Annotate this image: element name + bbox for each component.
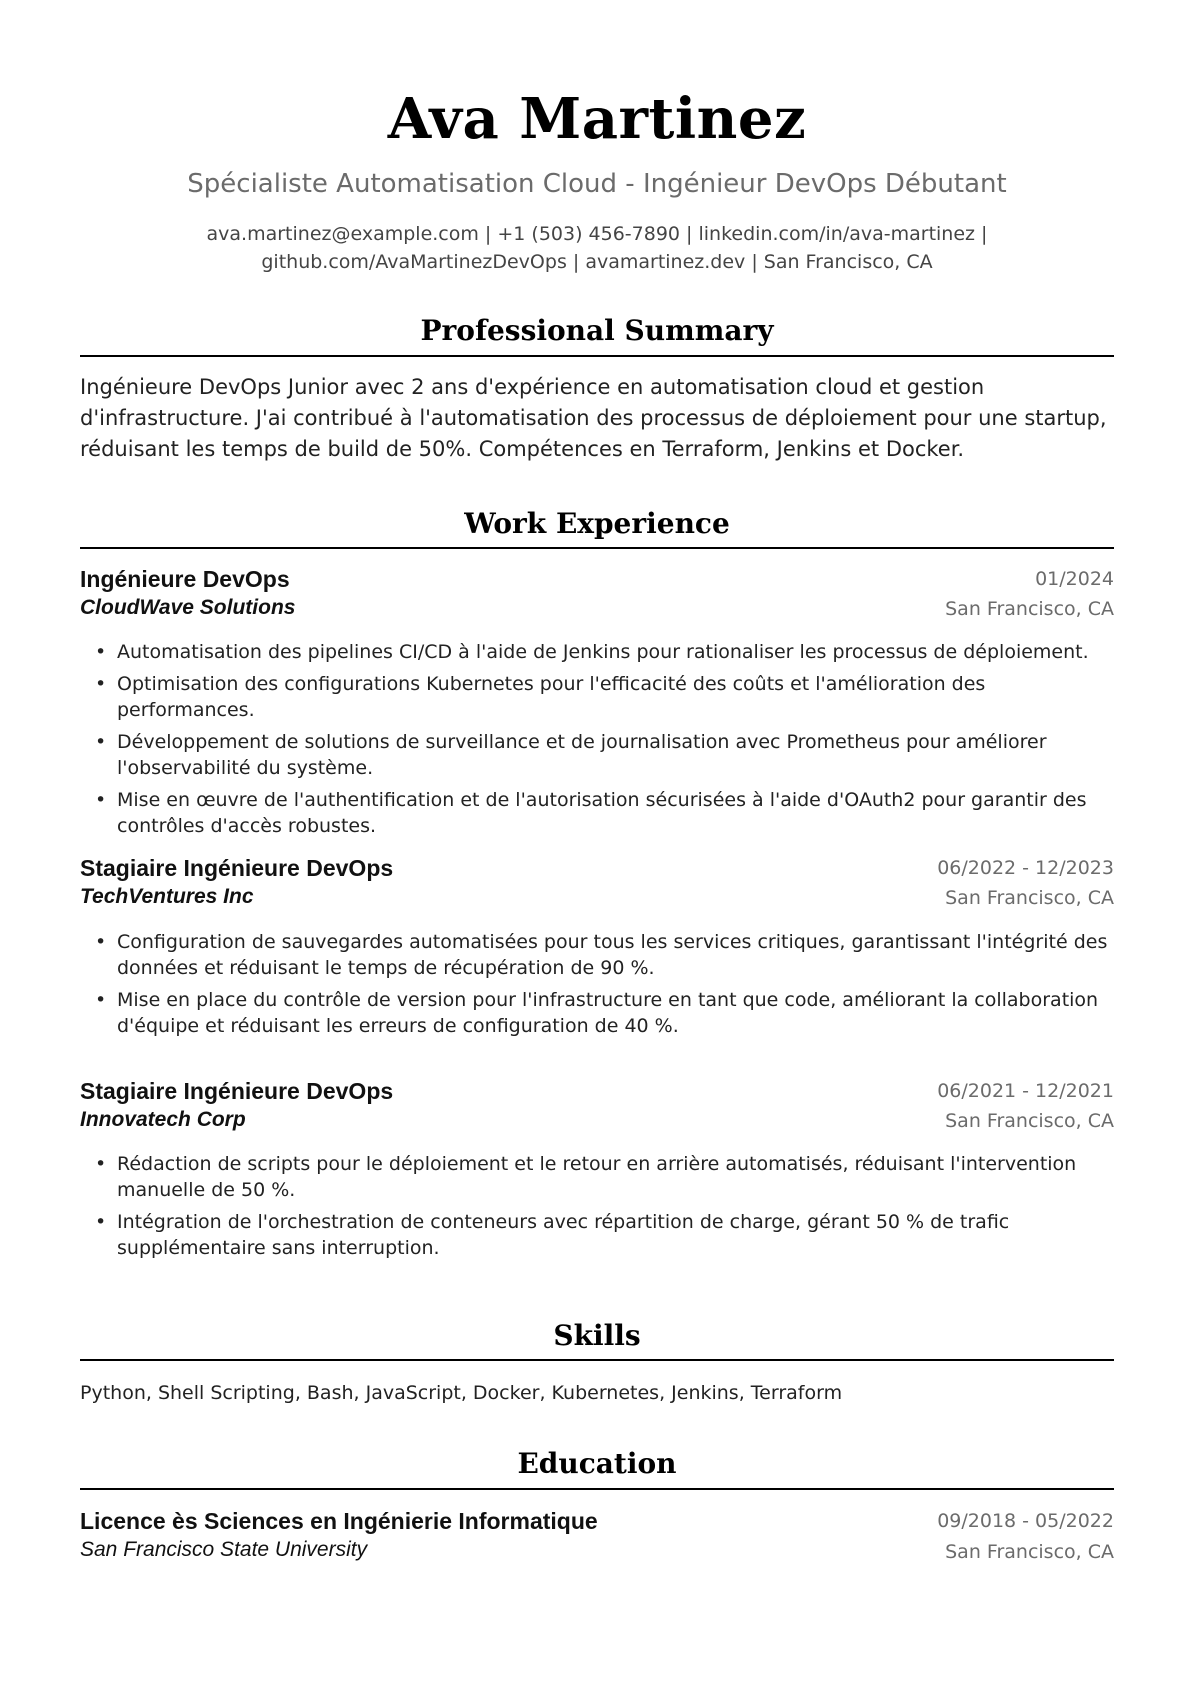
- job-company: TechVentures Inc: [80, 885, 254, 908]
- job-title: Stagiaire Ingénieure DevOps: [80, 1078, 394, 1104]
- job-date: 06/2022 - 12/2023: [937, 857, 1114, 879]
- bullet-text: Rédaction de scripts pour le déploiement et le retour en arrière automatisés, réduisant l'intervention manuelle de 50 %.: [117, 1153, 1077, 1201]
- contact-line-1: ava.martinez@example.com | +1 (503) 456-7890 | linkedin.com/in/ava-martinez |: [206, 223, 988, 245]
- bullet-item: • Automatisation des pipelines CI/CD à l'aide de Jenkins pour rationaliser les processus de déploiement.: [95, 641, 1089, 663]
- job-title: Ingénieure DevOps: [80, 566, 290, 592]
- bullet-item: • Optimisation des configurations Kubernetes pour l'efficacité des coûts et l'amélioration des performances.: [95, 673, 986, 721]
- bullet-text: Configuration de sauvegardes automatisées pour tous les services critiques, garantissant l'intégrité des données et réduisant le temps de récupération de 90 %.: [117, 931, 1108, 979]
- bullet-text: Développement de solutions de surveillance et de journalisation avec Prometheus pour améliorer l'observabilité du système.: [117, 731, 1047, 779]
- bullet-text: Intégration de l'orchestration de conteneurs avec répartition de charge, gérant 50 % de trafic supplémentaire sans interruption.: [117, 1211, 1010, 1259]
- bullet-text: Mise en place du contrôle de version pour l'infrastructure en tant que code, améliorant la collaboration d'équipe et réduisant les erreurs de configuration de 40 %.: [117, 989, 1099, 1037]
- summary-divider: [80, 355, 1114, 357]
- education-heading: Education: [517, 1447, 677, 1480]
- skills-heading: Skills: [553, 1319, 641, 1352]
- bullet-item: • Rédaction de scripts pour le déploiement et le retour en arrière automatisés, réduisant l'intervention manuelle de 50 %.: [95, 1153, 1077, 1201]
- skills-text: Python, Shell Scripting, Bash, JavaScript, Docker, Kubernetes, Jenkins, Terraform: [80, 1382, 843, 1404]
- job-company: CloudWave Solutions: [80, 596, 296, 619]
- job-bullets: [80, 639, 1114, 845]
- school-name: San Francisco State University: [80, 1538, 368, 1561]
- job-location: San Francisco, CA: [945, 887, 1114, 909]
- job-title: Stagiaire Ingénieure DevOps: [80, 855, 394, 881]
- summary-heading: Professional Summary: [420, 314, 774, 347]
- job-bullets: [80, 929, 1114, 1045]
- education-location: San Francisco, CA: [945, 1541, 1114, 1563]
- job-location: San Francisco, CA: [945, 598, 1114, 620]
- candidate-subtitle: Spécialiste Automatisation Cloud - Ingénieur DevOps Débutant: [187, 169, 1007, 199]
- summary-text: Ingénieure DevOps Junior avec 2 ans d'expérience en automatisation cloud et gestion d'infrastructure. J'ai contribué à l'automatisation des processus de déploiement pour une startup, réduisant les temps de build de 50%. Compétences en Terraform, Jenkins et Docker.: [80, 375, 1107, 461]
- bullet-item: • Intégration de l'orchestration de conteneurs avec répartition de charge, gérant 50 % de trafic supplémentaire sans interruption.: [95, 1211, 1010, 1259]
- job-location: San Francisco, CA: [945, 1110, 1114, 1132]
- experience-divider: [80, 547, 1114, 549]
- candidate-name: Ava Martinez: [387, 86, 807, 152]
- job-date: 01/2024: [1035, 568, 1114, 590]
- experience-heading: Work Experience: [464, 507, 730, 540]
- bullet-text: Mise en œuvre de l'authentification et de l'autorisation sécurisées à l'aide d'OAuth2 pour garantir des contrôles d'accès robustes.: [117, 789, 1087, 837]
- education-divider: [80, 1488, 1114, 1490]
- bullet-item: • Configuration de sauvegardes automatisées pour tous les services critiques, garantissant l'intégrité des données et réduisant le temps de récupération de 90 %.: [95, 931, 1108, 979]
- job-date: 06/2021 - 12/2021: [937, 1080, 1114, 1102]
- contact-line-2: github.com/AvaMartinezDevOps | avamartinez.dev | San Francisco, CA: [261, 251, 933, 273]
- bullet-text: Optimisation des configurations Kubernetes pour l'efficacité des coûts et l'amélioration des performances.: [117, 673, 986, 721]
- job-company: Innovatech Corp: [80, 1108, 246, 1131]
- job-bullets: [80, 1151, 1114, 1267]
- degree-title: Licence ès Sciences en Ingénierie Informatique: [80, 1508, 598, 1534]
- skills-divider: [80, 1359, 1114, 1361]
- bullet-item: • Mise en œuvre de l'authentification et de l'autorisation sécurisées à l'aide d'OAuth2 pour garantir des contrôles d'accès robustes.: [95, 789, 1087, 837]
- education-date: 09/2018 - 05/2022: [937, 1510, 1114, 1532]
- bullet-item: • Développement de solutions de surveillance et de journalisation avec Prometheus pour améliorer l'observabilité du système.: [95, 731, 1047, 779]
- bullet-text: Automatisation des pipelines CI/CD à l'aide de Jenkins pour rationaliser les processus de déploiement.: [117, 641, 1089, 663]
- bullet-item: • Mise en place du contrôle de version pour l'infrastructure en tant que code, améliorant la collaboration d'équipe et réduisant les erreurs de configuration de 40 %.: [95, 989, 1099, 1037]
